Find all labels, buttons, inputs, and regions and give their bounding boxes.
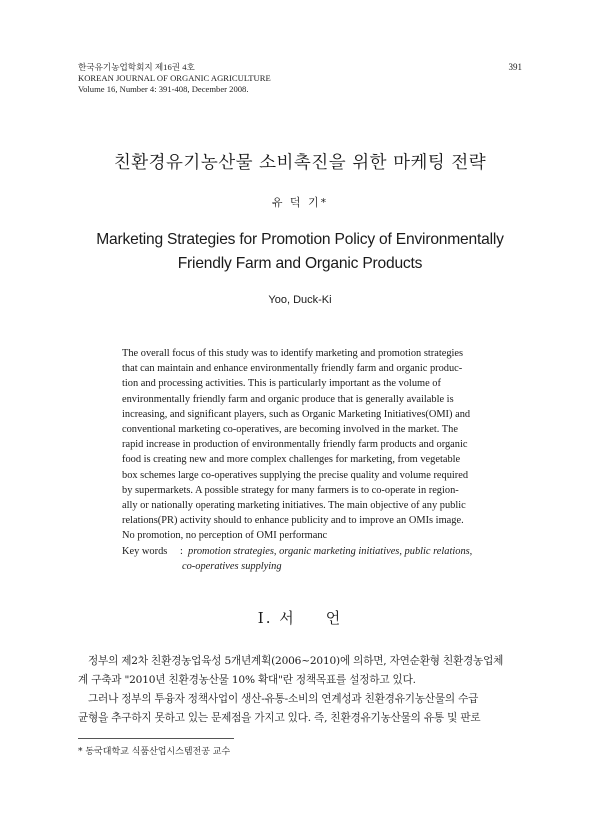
keywords-line1: promotion strategies, organic marketing initiatives, public relations, bbox=[188, 546, 473, 557]
keywords-colon: : bbox=[180, 546, 183, 557]
footnote-divider bbox=[78, 738, 234, 739]
section-heading bbox=[0, 607, 600, 628]
abstract-line: relations(PR) activity should to enhance publicity and to improve an OMIs image. bbox=[122, 515, 464, 527]
body-line: 계 구축과 "2010년 친환경농산물 10% 확대"란 정책목표를 설정하고 있다. bbox=[78, 674, 416, 686]
volume-info: Volume 16, Number 4: 391-408, December 2008. bbox=[78, 84, 249, 94]
keywords bbox=[122, 544, 492, 574]
journal-info bbox=[78, 62, 271, 95]
page-number: 391 bbox=[508, 62, 522, 72]
section-title-end: 언 bbox=[325, 609, 343, 627]
keywords-label: Key words bbox=[122, 546, 168, 557]
body-line: 정부의 제2차 친환경농업육성 5개년계획(2006~2010)에 의하면, 자연순환형 친환경농업체 bbox=[88, 655, 504, 667]
footnote: * 동국대학교 식품산업시스템전공 교수 bbox=[78, 747, 231, 757]
title-english-line1: Marketing Strategies for Promotion Policy of Environmentally bbox=[96, 231, 504, 248]
abstract-line: No promotion, no perception of OMI performanc bbox=[122, 530, 328, 542]
abstract-line: rapid increase in production of environmentally friendly farm products and organic bbox=[122, 439, 468, 451]
abstract-line: environmentally friendly farm and organic produce that is generally available is bbox=[122, 393, 454, 405]
abstract-line: conventional marketing co-operatives, are becoming involved in the market. The bbox=[122, 424, 458, 436]
abstract bbox=[122, 346, 478, 544]
abstract-line: food is creating new and more complex challenges for marketing, from vegetable bbox=[122, 454, 461, 466]
journal-name-ko: 한국유기농업학회지 제16권 4호 bbox=[78, 62, 195, 72]
body-line: 그러나 정부의 투융자 정책사업이 생산-유통-소비의 연계성과 친환경유기농산물의 수급 bbox=[88, 693, 479, 705]
author-english: Yoo, Duck-Ki bbox=[268, 294, 332, 306]
abstract-line: ally or nationally operating marketing initiatives. The main objective of any public bbox=[122, 500, 466, 512]
author-korean: 유 덕 기* bbox=[271, 196, 329, 209]
title-korean: 친환경유기농산물 소비촉진을 위한 마케팅 전략 bbox=[113, 153, 487, 173]
abstract-line: tion and processing activities. This is particularly important as the volume of bbox=[122, 378, 441, 390]
abstract-line: box schemes large co-operatives supplying the precise quality and volume required bbox=[122, 469, 469, 481]
body-text bbox=[78, 652, 524, 728]
abstract-line: that can maintain and enhance environmentally friendly farm and organic produc- bbox=[122, 363, 463, 375]
section-number: I. 서 bbox=[257, 609, 296, 627]
title-english-line2: Friendly Farm and Organic Products bbox=[177, 255, 423, 272]
abstract-line: The overall focus of this study was to identify marketing and promotion strategies bbox=[122, 348, 464, 359]
abstract-line: by supermarkets. A possible strategy for many farmers is to co-operate in region- bbox=[122, 484, 459, 496]
body-line: 균형을 추구하지 못하고 있는 문제점을 가지고 있다. 즉, 친환경유기농산물의 유통 및 판로 bbox=[78, 712, 481, 724]
keywords-line2: co-operatives supplying bbox=[182, 561, 282, 573]
title-english bbox=[0, 228, 600, 276]
journal-name-en: KOREAN JOURNAL OF ORGANIC AGRICULTURE bbox=[78, 73, 271, 83]
abstract-line: increasing, and significant players, such as Organic Marketing Initiatives(OMI) and bbox=[122, 408, 471, 420]
